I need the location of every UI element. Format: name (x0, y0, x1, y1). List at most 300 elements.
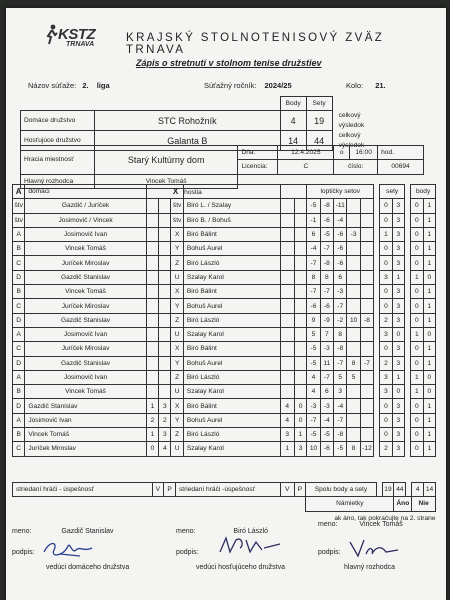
matches-table (12, 184, 436, 457)
footer-table (12, 482, 436, 525)
number-value: 00694 (378, 160, 424, 174)
season-line (204, 81, 292, 90)
home-gap-a (146, 242, 158, 256)
set-score: -5 (307, 342, 320, 356)
competition-line (28, 81, 110, 90)
home-gap-b (159, 242, 171, 256)
home-player: Gazdič Stanislav (25, 399, 146, 413)
home-slot: C (13, 342, 25, 356)
away-gap-b (294, 313, 306, 327)
set-score: -7 (307, 256, 320, 270)
set-score: -3 (347, 227, 360, 241)
points-away: 1 (423, 442, 435, 456)
total-result-label: celkový výsledok celkový výsledok (338, 111, 365, 149)
home-gap-a (146, 256, 158, 270)
home-player: Gazdič Stanislav (25, 270, 146, 284)
set-score: -6 (334, 256, 347, 270)
set-score (347, 327, 360, 341)
home-player: Josimovič / Vincek (25, 213, 146, 227)
home-player: Josimovič Ivan (25, 413, 146, 427)
home-player: Vincek Tomáš (25, 285, 146, 299)
away-gap-b (294, 227, 306, 241)
home-losses: 3 (159, 428, 171, 442)
away-slot: Z (171, 428, 183, 442)
set-score: -3 (307, 399, 320, 413)
away-player: Biró Bálint (183, 399, 280, 413)
competition-value: 2. (82, 81, 89, 90)
home-gap-b (159, 327, 171, 341)
col-sety: sety (380, 185, 405, 199)
set-score: -7 (320, 242, 333, 256)
subs-home-p: P (164, 483, 176, 497)
away-slot: U (171, 327, 183, 341)
away-wins: 4 (280, 399, 294, 413)
away-sign-label: podpis: (176, 549, 199, 556)
season-label: Súťažný ročník: (204, 81, 257, 90)
set-score: -6 (320, 442, 333, 456)
notes-label: Námietky (306, 497, 394, 511)
away-player: Bohuš Aurel (183, 356, 280, 370)
away-slot: X (171, 342, 183, 356)
set-score: 3 (334, 385, 347, 399)
points-home: 0 (411, 285, 423, 299)
venue-label: Hracia miestnosť (21, 146, 95, 175)
away-player: Bohuš Aurel (183, 413, 280, 427)
set-score: -4 (307, 242, 320, 256)
home-slot: B (13, 242, 25, 256)
home-team-label: Domáce družstvo (21, 111, 95, 131)
sets-home: 0 (380, 242, 392, 256)
set-score (360, 428, 373, 442)
points-home: 1 (411, 327, 423, 341)
date-label: Dňa: (238, 146, 278, 160)
set-score: 7 (320, 327, 333, 341)
points-home: 0 (411, 342, 423, 356)
home-wins: 1 (146, 428, 158, 442)
away-gap-a (280, 199, 294, 213)
set-score: 8 (307, 270, 320, 284)
set-score (347, 413, 360, 427)
sets-home: 2 (380, 356, 392, 370)
set-score: -7 (307, 285, 320, 299)
away-gap-a (280, 299, 294, 313)
summary-row (13, 442, 436, 456)
set-score: -5 (307, 199, 320, 213)
away-slot: Z (171, 370, 183, 384)
summary-row (13, 399, 436, 413)
date-value: 12.4.2025 (278, 146, 334, 160)
home-player: Juríček Miroslav (25, 342, 146, 356)
points-home: 0 (411, 428, 423, 442)
away-gap-a (280, 270, 294, 284)
set-score: -3 (320, 342, 333, 356)
away-gap-b (294, 285, 306, 299)
set-score: -7 (334, 299, 347, 313)
referee-signature (346, 536, 406, 560)
sets-away: 3 (392, 313, 404, 327)
set-score (347, 299, 360, 313)
set-score: -11 (334, 199, 347, 213)
set-score: 10 (347, 313, 360, 327)
home-team-name: STC Rohožník (94, 111, 280, 131)
home-lead-role: vedúci domáceho družstva (46, 564, 130, 571)
sets-home: 2 (380, 313, 392, 327)
sets-away: 3 (392, 256, 404, 270)
points-home: 1 (411, 370, 423, 384)
col-body: body (411, 185, 436, 199)
set-score: 4 (307, 370, 320, 384)
away-gap-a (280, 385, 294, 399)
set-score: 4 (307, 385, 320, 399)
away-gap-b (294, 213, 306, 227)
set-score: -8 (320, 256, 333, 270)
home-player: Josimovič Ivan (25, 370, 146, 384)
set-score: 9 (307, 313, 320, 327)
home-player: Vincek Tomáš (25, 428, 146, 442)
set-score: 11 (320, 356, 333, 370)
license-label: Licencia: (238, 160, 278, 174)
set-score: 6 (334, 270, 347, 284)
sets-away: 3 (392, 299, 404, 313)
match-row (13, 213, 436, 227)
set-score (360, 285, 373, 299)
points-home: 0 (411, 256, 423, 270)
match-row (13, 370, 436, 384)
home-losses: 4 (159, 442, 171, 456)
home-lead-signature (40, 538, 110, 560)
points-away: 1 (423, 227, 435, 241)
home-lead-block (12, 528, 114, 535)
sets-home: 3 (380, 327, 392, 341)
set-score: -7 (360, 356, 373, 370)
points-home: 0 (411, 227, 423, 241)
points-home: 0 (411, 299, 423, 313)
sets-home: 0 (380, 213, 392, 227)
sheet-subtitle: Zápis o stretnutí v stolnom tenise družstiev (136, 58, 322, 68)
total-points-home: 4 (412, 483, 424, 497)
set-score (347, 399, 360, 413)
license-value: C (278, 160, 334, 174)
set-score: 6 (307, 227, 320, 241)
away-slot: Z (171, 256, 183, 270)
away-gap-b (294, 199, 306, 213)
set-score: 8 (347, 442, 360, 456)
match-row (13, 199, 436, 213)
home-gap-b (159, 299, 171, 313)
home-losses: 2 (159, 413, 171, 427)
home-slot: B (13, 428, 25, 442)
away-slot: X (171, 399, 183, 413)
col-sety: Sety (306, 97, 332, 111)
match-row (13, 342, 436, 356)
points-away: 1 (423, 256, 435, 270)
set-score: -8 (360, 313, 373, 327)
points-away: 0 (423, 385, 435, 399)
away-slot: štv (171, 213, 183, 227)
set-score (360, 399, 373, 413)
set-score: -8 (320, 199, 333, 213)
org-title: KRAJSKÝ STOLNOTENISOVÝ ZVÄZ TRNAVA (126, 32, 385, 56)
away-gap-a (280, 342, 294, 356)
set-score (360, 227, 373, 241)
venue-value: Starý Kultúrny dom (94, 146, 238, 175)
away-wins: 1 (280, 442, 294, 456)
referee-sign-label: podpis: (318, 549, 341, 556)
referee-name-label: meno: (318, 521, 338, 528)
home-gap-a (146, 227, 158, 241)
set-score (360, 242, 373, 256)
home-gap-b (159, 342, 171, 356)
set-score: -4 (334, 399, 347, 413)
set-score (347, 213, 360, 227)
sets-home: 0 (380, 413, 392, 427)
home-slot: B (13, 285, 25, 299)
set-score: -6 (307, 299, 320, 313)
home-lead-name: Gazdič Stanislav (61, 528, 114, 535)
home-player: Josimovič Ivan (25, 327, 146, 341)
home-player: Juríček Miroslav (25, 256, 146, 270)
total-sets-away: 44 (394, 483, 406, 497)
away-losses: 1 (294, 428, 306, 442)
sets-home: 0 (380, 256, 392, 270)
set-score: 5 (307, 327, 320, 341)
away-player: Biró Bálint (183, 285, 280, 299)
sets-home: 3 (380, 385, 392, 399)
set-score: -12 (360, 442, 373, 456)
points-home: 0 (411, 413, 423, 427)
sets-home: 1 (380, 227, 392, 241)
match-row (13, 327, 436, 341)
set-score: -7 (320, 370, 333, 384)
home-gap-a (146, 385, 158, 399)
away-lead-name: Biró László (233, 528, 269, 535)
points-home: 0 (411, 242, 423, 256)
away-player: Szalay Karol (183, 270, 280, 284)
points-away: 0 (423, 270, 435, 284)
home-gap-a (146, 356, 158, 370)
away-team-label: Hosťujúce družstvo (21, 131, 95, 151)
set-score: -6 (320, 299, 333, 313)
home-wins: 2 (146, 413, 158, 427)
match-row (13, 356, 436, 370)
home-gap-a (146, 199, 158, 213)
col-sets: loptičky setov (307, 185, 374, 199)
home-player: Gazdič Stanislav (25, 313, 146, 327)
set-score: -6 (334, 242, 347, 256)
set-score: -4 (320, 413, 333, 427)
away-gap-b (294, 256, 306, 270)
set-score (347, 385, 360, 399)
home-gap-b (159, 256, 171, 270)
score-sheet (6, 8, 446, 600)
set-score: 10 (307, 442, 320, 456)
set-score (360, 199, 373, 213)
home-losses: 3 (159, 399, 171, 413)
home-gap-b (159, 385, 171, 399)
time-unit: hod. (378, 146, 424, 160)
away-slot: X (171, 227, 183, 241)
sets-away: 3 (392, 442, 404, 456)
set-score (360, 270, 373, 284)
home-gap-a (146, 327, 158, 341)
notes-yes: Áno (394, 497, 412, 511)
away-wins: 4 (280, 413, 294, 427)
away-lead-role: vedúci hosťujúceho družstva (196, 564, 286, 571)
away-slot: Y (171, 299, 183, 313)
home-gap-a (146, 299, 158, 313)
number-label: číslo: (334, 160, 378, 174)
away-player: Bohuš Aurel (183, 299, 280, 313)
away-gap-a (280, 356, 294, 370)
points-away: 1 (423, 413, 435, 427)
logo-main: KSTZ (58, 26, 96, 43)
away-player: Biró László (183, 370, 280, 384)
summary-row (13, 428, 436, 442)
away-gap-a (280, 370, 294, 384)
sets-home: 0 (380, 299, 392, 313)
points-home: 0 (411, 199, 423, 213)
home-player: Josimovič Ivan (25, 227, 146, 241)
points-away: 1 (423, 242, 435, 256)
subs-away-p: P (294, 483, 306, 497)
away-gap-b (294, 299, 306, 313)
sets-home: 0 (380, 428, 392, 442)
away-slot: X (171, 285, 183, 299)
away-lead-name-label: meno: (176, 528, 196, 535)
set-score: 5 (334, 370, 347, 384)
set-score: -8 (334, 428, 347, 442)
home-gap-b (159, 270, 171, 284)
set-score: -3 (334, 285, 347, 299)
home-gap-b (159, 199, 171, 213)
home-slot: C (13, 442, 25, 456)
subs-home-v: V (152, 483, 164, 497)
sets-home: 0 (380, 399, 392, 413)
home-gap-a (146, 313, 158, 327)
points-home: 0 (411, 399, 423, 413)
set-score (360, 385, 373, 399)
points-away: 1 (423, 428, 435, 442)
set-score: 6 (320, 385, 333, 399)
points-home: 1 (411, 385, 423, 399)
col-a: A (13, 185, 25, 199)
sets-home: 0 (380, 199, 392, 213)
match-row (13, 256, 436, 270)
away-gap-a (280, 213, 294, 227)
home-slot: A (13, 227, 25, 241)
away-gap-b (294, 242, 306, 256)
home-player: Juríček Miroslav (25, 299, 146, 313)
teams-table (20, 96, 424, 151)
home-slot: A (13, 327, 25, 341)
home-player: Vincek Tomáš (25, 242, 146, 256)
venue-table (20, 145, 424, 189)
set-score: -7 (320, 285, 333, 299)
match-row (13, 242, 436, 256)
referee-value: Vincek Tomáš (94, 174, 238, 188)
set-score: -1 (307, 213, 320, 227)
home-gap-b (159, 356, 171, 370)
referee-block (318, 521, 403, 528)
away-losses: 0 (294, 413, 306, 427)
away-slot: Y (171, 356, 183, 370)
set-score: -5 (334, 442, 347, 456)
set-score: -6 (320, 213, 333, 227)
summary-row (13, 413, 436, 427)
points-away: 0 (423, 327, 435, 341)
set-score: -5 (307, 428, 320, 442)
points-away: 1 (423, 199, 435, 213)
sets-away: 3 (392, 227, 404, 241)
sets-home: 0 (380, 285, 392, 299)
set-score (360, 256, 373, 270)
sets-away: 3 (392, 356, 404, 370)
points-home: 0 (411, 442, 423, 456)
set-score: 8 (347, 356, 360, 370)
set-score (347, 285, 360, 299)
away-slot: Y (171, 242, 183, 256)
sets-away: 3 (392, 213, 404, 227)
points-away: 1 (423, 342, 435, 356)
away-slot: Y (171, 413, 183, 427)
kstz-logo (58, 26, 95, 48)
home-sety: 19 (306, 111, 332, 131)
away-slot: štv (171, 199, 183, 213)
home-wins: 1 (146, 399, 158, 413)
sets-home: 3 (380, 370, 392, 384)
total-sets-home: 19 (382, 483, 394, 497)
set-score: 8 (320, 270, 333, 284)
away-player: Biró L. / Szalay (183, 199, 280, 213)
sets-home: 0 (380, 342, 392, 356)
home-gap-b (159, 370, 171, 384)
away-player: Szalay Karol (183, 442, 280, 456)
set-score (347, 270, 360, 284)
away-wins: 3 (280, 428, 294, 442)
match-row (13, 270, 436, 284)
away-gap-a (280, 256, 294, 270)
away-lead-signature (216, 534, 286, 558)
col-away: X hostia (183, 185, 280, 199)
round-label: Kolo: (346, 81, 364, 90)
points-away: 1 (423, 313, 435, 327)
away-gap-b (294, 342, 306, 356)
competition-suffix: liga (96, 81, 110, 90)
home-player: Juríček Miroslav (25, 442, 146, 456)
points-home: 0 (411, 313, 423, 327)
away-gap-b (294, 327, 306, 341)
away-sety: 44 (306, 131, 332, 151)
away-player: Biró Bálint (183, 227, 280, 241)
subs-away-v: V (280, 483, 294, 497)
sets-away: 0 (392, 385, 404, 399)
home-gap-a (146, 285, 158, 299)
home-slot: D (13, 356, 25, 370)
home-slot: štv (13, 199, 25, 213)
away-slot: U (171, 270, 183, 284)
competition-label: Názov súťaže: (28, 81, 77, 90)
set-score: -9 (320, 313, 333, 327)
subs-away-label: striedaní hráči -úspešnosť (175, 483, 280, 497)
referee-sign-name: Vincek Tomáš (359, 521, 403, 528)
away-gap-b (294, 385, 306, 399)
home-slot: A (13, 370, 25, 384)
continue-note: ak áno, tak pokračujte na 2. strane (334, 514, 436, 522)
set-score: -5 (320, 428, 333, 442)
points-away: 0 (423, 370, 435, 384)
notes-no: Nie (412, 497, 436, 511)
sets-away: 0 (392, 327, 404, 341)
